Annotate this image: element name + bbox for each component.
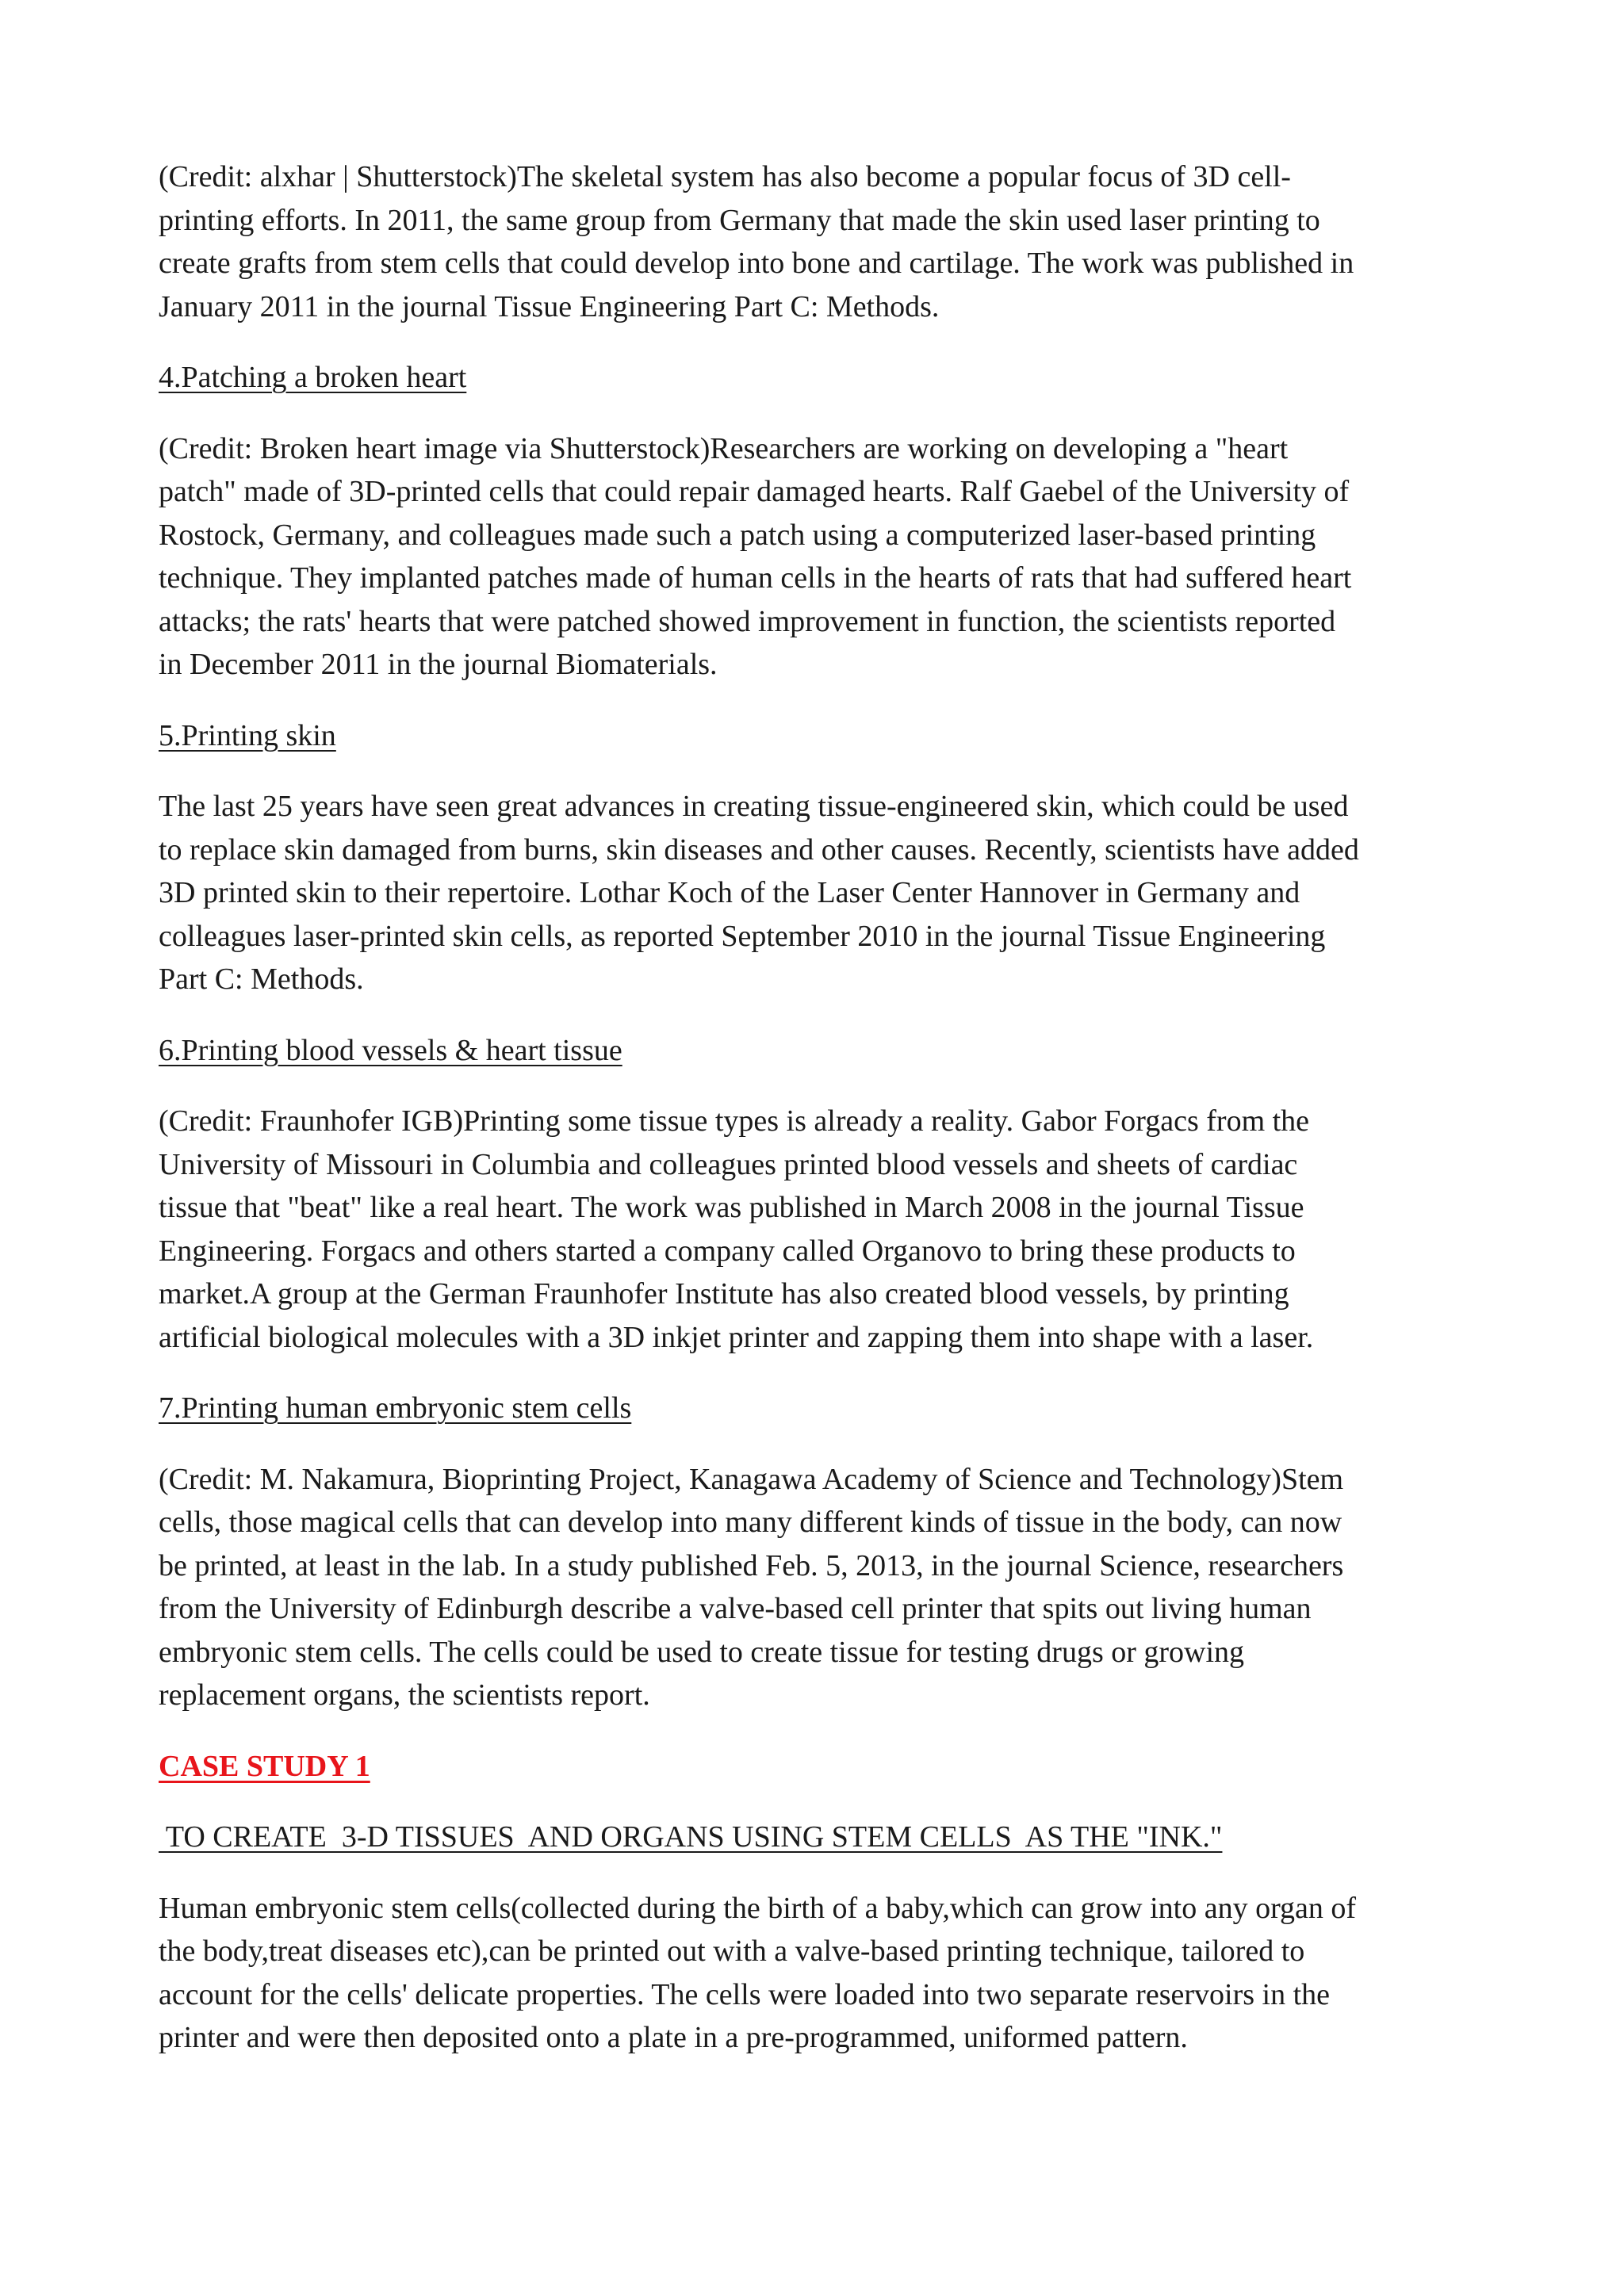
paragraph-line: (Credit: M. Nakamura, Bioprinting Project, Kanagawa Academy of Science and Technology)Stem [159, 1462, 1344, 1496]
paragraph-line: create grafts from stem cells that could develop into bone and cartilage. The work was published in [159, 247, 1354, 280]
paragraph-line: Human embryonic stem cells(collected during the birth of a baby,which can grow into any organ of [159, 1891, 1357, 1925]
case-study-paragraph [159, 1887, 1475, 2060]
paragraph-line: cells, those magical cells that can develop into many different kinds of tissue in the body, can now [159, 1506, 1342, 1539]
section-heading-stem-cells: 7.Printing human embryonic stem cells [159, 1391, 632, 1425]
section-heading-patching-heart: 4.Patching a broken heart [159, 361, 467, 394]
paragraph-line: printer and were then deposited onto a plate in a pre-programmed, uniformed pattern. [159, 2021, 1188, 2054]
paragraph-line: Rostock, Germany, and colleagues made such a patch using a computerized laser-based printing [159, 518, 1316, 552]
paragraph-line: patch" made of 3D-printed cells that could repair damaged hearts. Ralf Gaebel of the University of [159, 475, 1350, 508]
paragraph-line: attacks; the rats' hearts that were patched showed improvement in function, the scientists reported [159, 604, 1336, 638]
intro-paragraph [159, 155, 1475, 328]
document-page [159, 155, 1475, 2087]
paragraph-line: tissue that "beat" like a real heart. The work was published in March 2008 in the journal Tissue [159, 1191, 1304, 1224]
paragraph-line: from the University of Edinburgh describe a valve-based cell printer that spits out living human [159, 1592, 1312, 1625]
paragraph-line: technique. They implanted patches made of human cells in the hearts of rats that had suffered heart [159, 561, 1352, 595]
paragraph-line: Part C: Methods. [159, 962, 364, 996]
section-heading-blood-vessels: 6.Printing blood vessels & heart tissue [159, 1033, 622, 1067]
paragraph-line: Engineering. Forgacs and others started a company called Organovo to bring these products to [159, 1234, 1296, 1268]
paragraph-line: University of Missouri in Columbia and colleagues printed blood vessels and sheets of cardiac [159, 1147, 1298, 1181]
section-paragraph-printing-skin [159, 785, 1475, 1001]
section-paragraph-patching-heart [159, 427, 1475, 687]
section-paragraph-blood-vessels [159, 1100, 1475, 1359]
paragraph-line: The last 25 years have seen great advances in creating tissue-engineered skin, which could be used [159, 790, 1349, 823]
paragraph-line: to replace skin damaged from burns, skin diseases and other causes. Recently, scientists have added [159, 832, 1359, 867]
paragraph-line: (Credit: Fraunhofer IGB)Printing some tissue types is already a reality. Gabor Forgacs from the [159, 1104, 1310, 1138]
section-heading-printing-skin: 5.Printing skin [159, 718, 336, 752]
case-study-title: CASE STUDY 1 [159, 1749, 370, 1783]
paragraph-line: artificial biological molecules with a 3D inkjet printer and zapping them into shape with a laser. [159, 1320, 1314, 1354]
paragraph-line: market.A group at the German Fraunhofer Institute has also created blood vessels, by printing [159, 1277, 1289, 1311]
paragraph-line: in December 2011 in the journal Biomaterials. [159, 648, 718, 681]
paragraph-line: (Credit: Broken heart image via Shutterstock)Researchers are working on developing a "heart [159, 431, 1289, 465]
paragraph-line: be printed, at least in the lab. In a study published Feb. 5, 2013, in the journal Science, researchers [159, 1548, 1344, 1582]
paragraph-line: the body,treat diseases etc),can be printed out with a valve-based printing technique, tailored to [159, 1934, 1305, 1968]
paragraph-line: January 2011 in the journal Tissue Engineering Part C: Methods. [159, 289, 940, 323]
paragraph-line: printing efforts. In 2011, the same group from Germany that made the skin used laser printing to [159, 203, 1320, 237]
case-study-subtitle: TO CREATE 3-D TISSUES AND ORGANS USING STEM CELLS AS THE "INK." [159, 1820, 1223, 1854]
paragraph-line: (Credit: alxhar | Shutterstock)The skeletal system has also become a popular focus of 3D cell- [159, 160, 1291, 193]
paragraph-line: account for the cells' delicate properties. The cells were loaded into two separate reservoirs in the [159, 1977, 1330, 2011]
paragraph-line: colleagues laser-printed skin cells, as reported September 2010 in the journal Tissue Engineering [159, 919, 1326, 953]
section-paragraph-stem-cells [159, 1458, 1475, 1717]
paragraph-line: replacement organs, the scientists report. [159, 1678, 650, 1712]
paragraph-line: 3D printed skin to their repertoire. Lothar Koch of the Laser Center Hannover in Germany and [159, 876, 1300, 909]
paragraph-line: embryonic stem cells. The cells could be used to create tissue for testing drugs or growing [159, 1635, 1245, 1669]
